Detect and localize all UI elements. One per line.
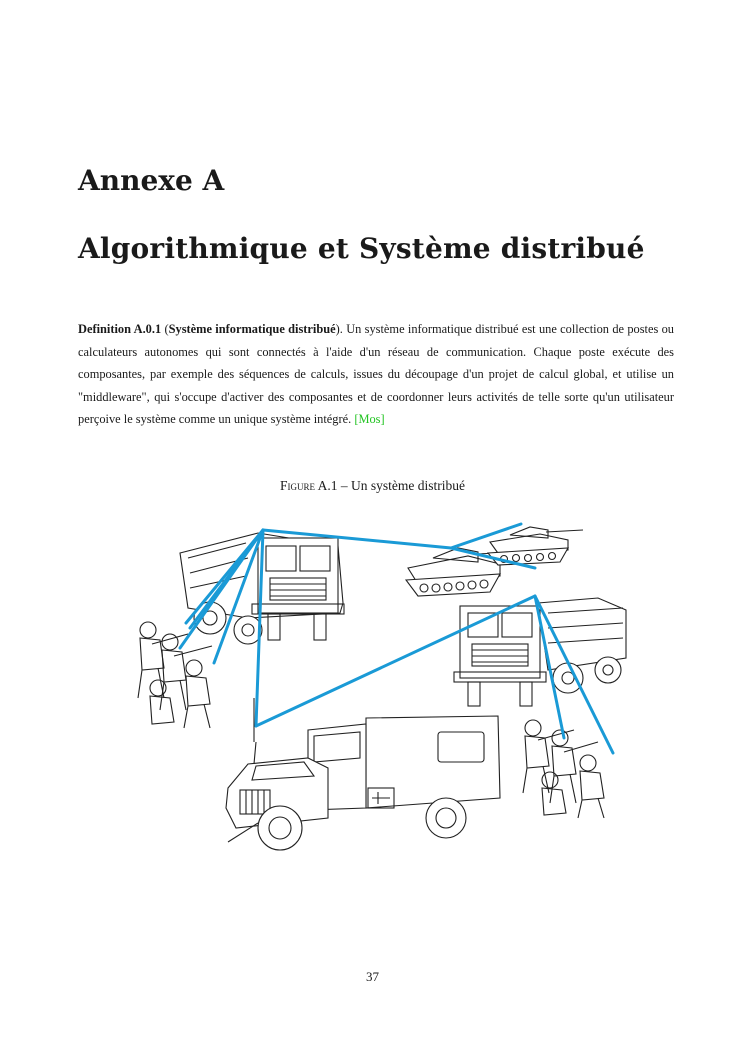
figure-caption-text: Un système distribué xyxy=(351,478,465,493)
figure-separator: – xyxy=(337,478,351,493)
figure-caption xyxy=(0,478,745,494)
page-number: 37 xyxy=(366,969,379,984)
figure-illustration xyxy=(128,518,628,863)
distributed-system-figure xyxy=(128,518,628,863)
citation-link[interactable]: [Mos] xyxy=(354,412,385,426)
definition-label: Definition A.0.1 xyxy=(78,322,162,336)
definition-paragraph: Definition A.0.1 (Système informatique distribué). Un système informatique distribué est une collection de postes ou calculateurs autonomes qui sont connectés à l'aide d'un réseau de communication. Chaque poste exécute des composantes, par exemple des séquences de calculs, issues du découpage d'un projet de calcul global, et utilise un "middleware", qui s'occupe d'activer des composantes et de coordonner leurs activités de telle sorte qu'un utilisateur perçoive le système comme un unique système intégré. [Mos] xyxy=(78,322,675,426)
chapter-title: Algorithmique et Système distribué xyxy=(78,232,645,265)
figure-label: Figure A.1 xyxy=(279,478,338,493)
definition-body: Un système informatique distribué est une collection de postes ou calculateurs autonomes qui sont connectés à l'aide d'un réseau de communication. Chaque poste exécute des composantes, par exemple des séquences de calculs, issues du découpage d'un projet de calcul global, et utilise un "middleware", qui s'occupe d'activer des composantes et de coordonner leurs activités de telle sorte qu'un utilisateur perçoive le système comme un unique système intégré. xyxy=(78,322,675,426)
definition-term: Système informatique distribué xyxy=(168,322,336,336)
soldiers-left xyxy=(138,622,212,728)
appendix-title: Annexe A xyxy=(78,164,225,197)
